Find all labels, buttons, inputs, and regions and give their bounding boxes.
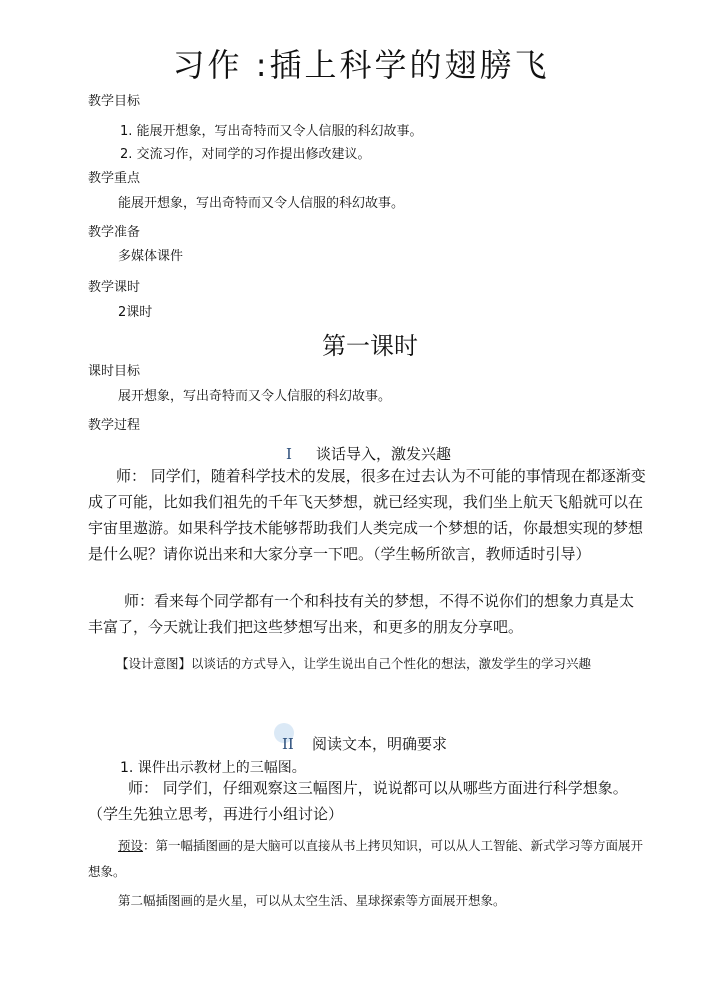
- lesson-goal-text: 展开想象，写出奇特而又令人信服的科幻故事。: [118, 389, 392, 404]
- preset-paragraph: 第二幅插图画的是火星，可以从太空生活、星球探索等方面展开想象。: [118, 893, 506, 908]
- prep-text: 多媒体课件: [118, 249, 184, 264]
- paragraph: 师： 同学们，随着科学技术的发展，很多在过去认为不可能的事情现在都逐渐变成了可能，比如我们祖先的千年飞天梦想，就已经实现，我们坐上航天飞船就可以在宇宙里遨游。如果科学技术能够帮助我们人类完成一个梦想的话，你最想实现的梦想是什么呢？请你说出来和大家分享一下吧。（学生畅所欲言，教师适时引导）: [88, 467, 646, 563]
- section-title: 阅读文本，明确要求: [312, 735, 448, 753]
- preset-paragraph: [88, 833, 648, 885]
- section-heading: [286, 443, 451, 464]
- design-intent: 【设计意图】以谈话的方式导入，让学生说出自己个性化的想法，激发学生的学习兴趣: [116, 656, 592, 671]
- paragraph: 师：看来每个同学都有一个和科技有关的梦想，不得不说你们的想象力真是太丰富了，今天就让我们把这些梦想写出来，和更多的朋友分享吧。: [88, 592, 635, 636]
- objective-item: 2. 交流习作，对同学的习作提出修改建议。: [120, 147, 371, 162]
- process-heading: 教学过程: [88, 418, 141, 433]
- lesson-goal-heading: 课时目标: [88, 364, 141, 379]
- section-numeral: II: [282, 735, 294, 753]
- objective-item: 1. 能展开想象，写出奇特而又令人信服的科幻故事。: [120, 124, 423, 139]
- objectives-heading: 教学目标: [88, 94, 141, 109]
- paragraph: 师： 同学们，仔细观察这三幅图片，说说都可以从哪些方面进行科学想象。（学生先独立思考，再进行小组讨论）: [88, 779, 628, 823]
- page-title: 习作 :插上科学的翅膀飞: [172, 46, 550, 84]
- hours-heading: 教学课时: [88, 280, 141, 295]
- section-title: 谈话导入，激发兴趣: [316, 445, 452, 463]
- step-item: 1. 课件出示教材上的三幅图。: [120, 760, 306, 776]
- section-numeral: I: [286, 445, 292, 463]
- focus-text: 能展开想象，写出奇特而又令人信服的科幻故事。: [118, 196, 405, 211]
- prep-heading: 教学准备: [88, 225, 141, 240]
- preset-label: 预设: [118, 838, 144, 853]
- preset-text: ：第一幅插图画的是大脑可以直接从书上拷贝知识，可以从人工智能、新式学习等方面展开想象。: [88, 838, 644, 879]
- focus-heading: 教学重点: [88, 171, 141, 186]
- section-heading: [282, 733, 447, 754]
- lesson-title: 第一课时: [322, 332, 418, 360]
- hours-text: 2课时: [118, 305, 153, 320]
